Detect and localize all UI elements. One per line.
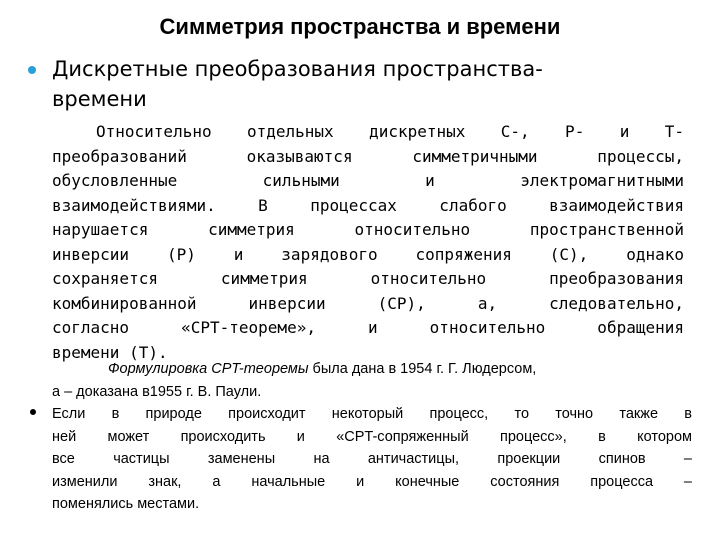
bullet-dot-icon (30, 409, 36, 415)
bullet-line: изменили знак, а начальные и конечные состояния процесса – (52, 473, 692, 490)
paragraph-line (52, 120, 684, 145)
paragraph-line: обусловленные сильными и электромагнитными (52, 171, 684, 190)
body-paragraph (52, 120, 684, 365)
note-text: была дана в 1954 г. Г. Людерсом, (308, 361, 537, 377)
paragraph-line: сохраняется симметрия относительно преобразования (52, 269, 684, 288)
bullet-line: все частицы заменены на античастицы, проекции спинов – (52, 451, 692, 467)
paragraph-line: преобразований оказываются симметричными процессы, (52, 146, 684, 166)
bullet-dot-icon (28, 66, 36, 74)
bullet-line: ней может происходить и «CPT-сопряженный процесс», в котором (52, 428, 692, 445)
bullet-heading (52, 54, 692, 114)
paragraph-line-text: Относительно отдельных дискретных C-, P- и T- (96, 122, 684, 141)
note-line: а – доказана в1955 г. В. Паули. (52, 383, 262, 400)
bullet-line: поменялись местами. (52, 496, 200, 512)
note-line (52, 358, 692, 381)
slide-title: Симметрия пространства и времени (159, 14, 561, 39)
bullet-heading-line: времени (52, 87, 147, 111)
cpt-note (52, 358, 692, 403)
paragraph-line: согласно «CPT-теореме», и относительно обращения (52, 318, 684, 337)
bullet-cpt-process (52, 403, 692, 516)
paragraph-line: комбинированной инверсии (CP), а, следовательно, (52, 293, 684, 313)
bullet-heading-line: Дискретные преобразования пространства- (52, 57, 543, 81)
paragraph-line: времени (T). (52, 342, 168, 362)
note-italic: Формулировка CPT-теоремы (108, 361, 309, 377)
paragraph-line: взаимодействиями. В процессах слабого взаимодействия (52, 195, 684, 215)
paragraph-line: инверсии (P) и зарядового сопряжения (C), однако (52, 244, 684, 264)
paragraph-line: нарушается симметрия относительно пространственной (52, 220, 684, 239)
bullet-line: Если в природе происходит некоторый процесс, то точно также в (52, 406, 692, 422)
